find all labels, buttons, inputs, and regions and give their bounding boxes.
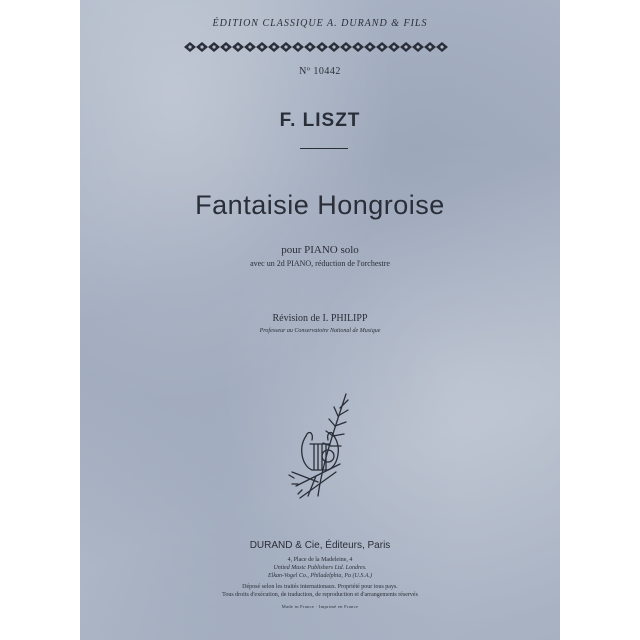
revision-line: Révision de I. PHILIPP xyxy=(272,313,368,324)
composer-name: F. LISZT xyxy=(279,110,361,131)
edition-line: ÉDITION CLASSIQUE A. DURAND & FILS xyxy=(212,18,428,29)
instrumentation: pour PIANO solo xyxy=(281,244,359,256)
reviser-credit: Professeur au Conservatoire National de Musique xyxy=(259,328,381,334)
score-cover xyxy=(80,0,560,640)
lyre-emblem-icon xyxy=(288,386,358,506)
publisher-address: 4, Place de la Madeleine, 4 xyxy=(287,557,353,563)
agent-usa: Elkan-Vogel Co., Philadelphia, Pa (U.S.A.) xyxy=(268,573,372,579)
agent-london: United Music Publishers Ltd. Londres. xyxy=(273,565,367,571)
rights-notice: Tous droits d'exécution, de traduction, de reproduction et d'arrangements réservés xyxy=(222,592,418,598)
work-title: Fantaisie Hongroise xyxy=(195,190,445,220)
origin-notice: Made in France · Imprimé en France xyxy=(281,604,359,609)
ornament-border-icon xyxy=(80,41,560,53)
catalog-number: Nº 10442 xyxy=(299,66,341,77)
instrumentation-detail: avec un 2d PIANO, réduction de l'orchestre xyxy=(250,259,390,268)
title-divider xyxy=(300,148,348,149)
publisher-name: DURAND & Cie, Éditeurs, Paris xyxy=(249,540,391,551)
copyright-notice: Déposé selon les traités internationaux. Propriété pour tous pays. xyxy=(242,584,398,590)
